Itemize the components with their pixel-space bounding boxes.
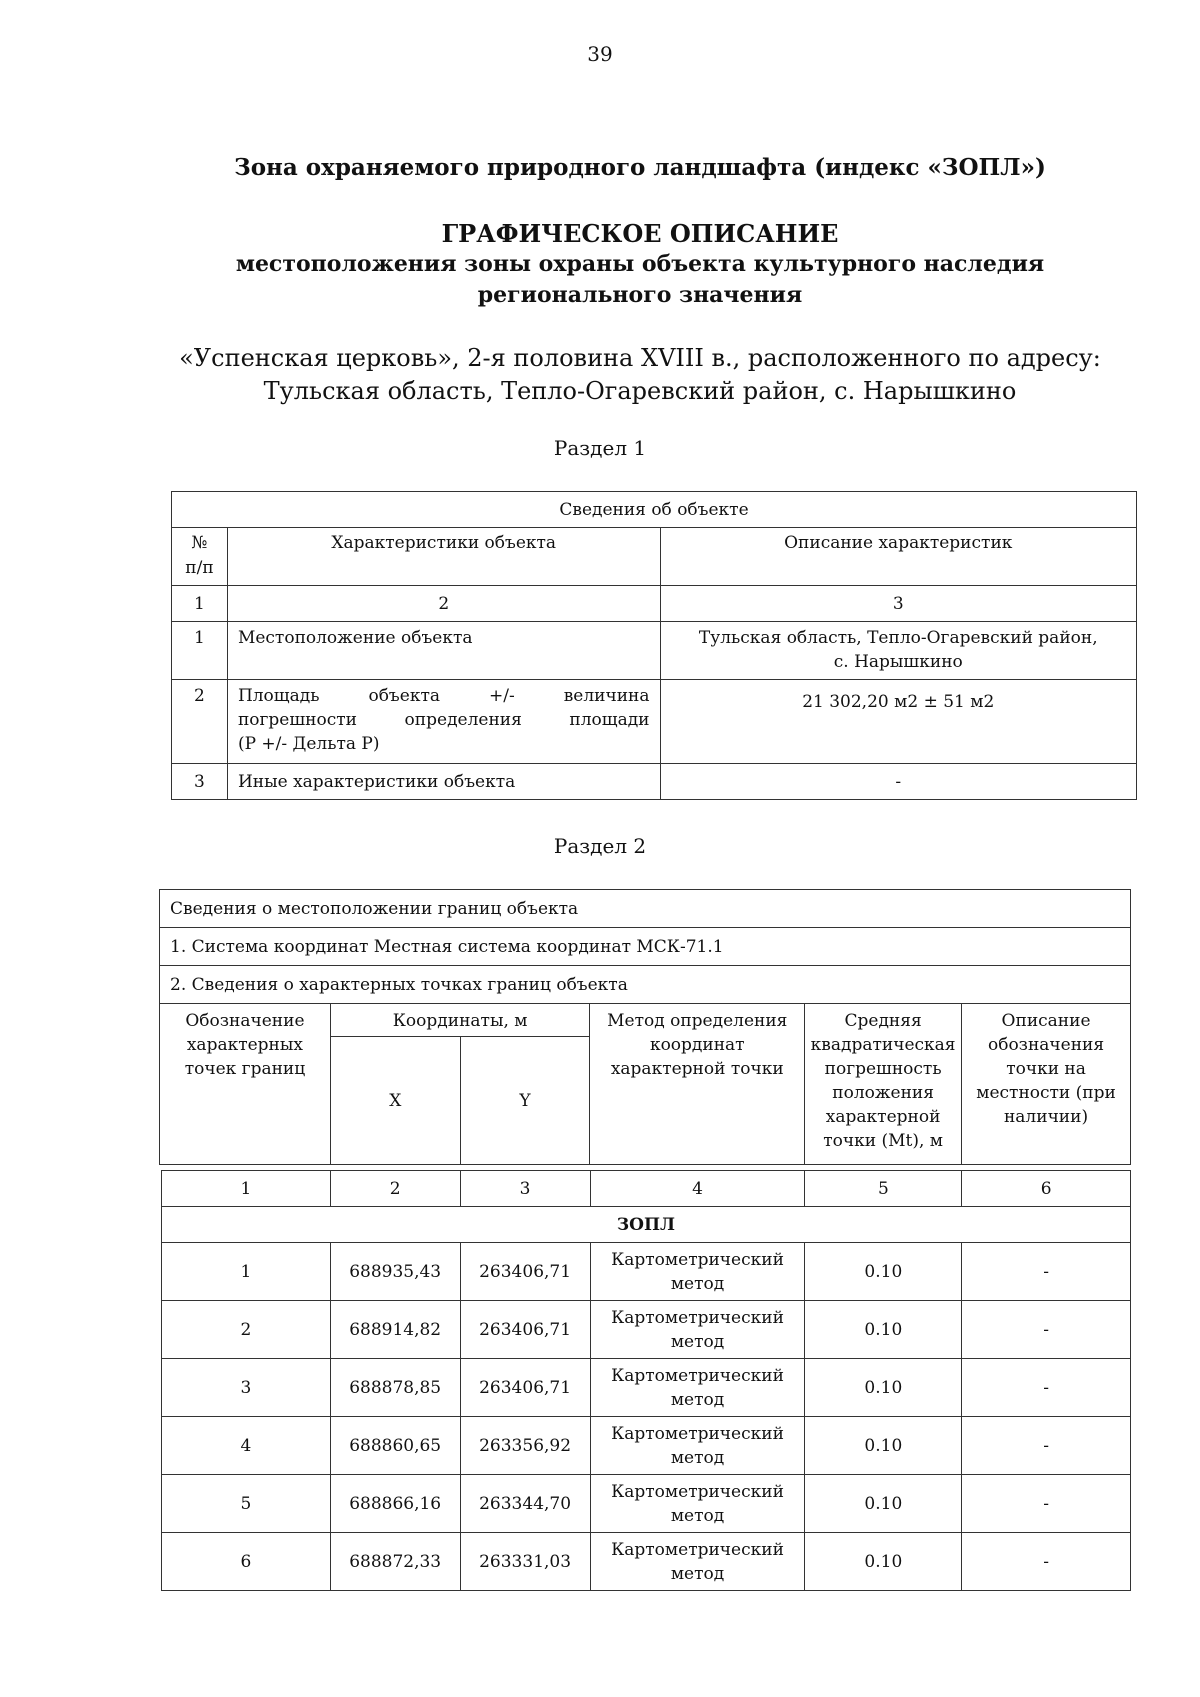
- point-y: 263356,92: [460, 1417, 590, 1475]
- address-line-1: «Успенская церковь», 2-я половина XVIII в., расположенного по адресу:: [179, 344, 1101, 372]
- row-num: 3: [172, 764, 228, 800]
- heading-line-3: регионального значения: [477, 282, 803, 308]
- row-name: [227, 680, 660, 764]
- point-description: -: [962, 1417, 1131, 1475]
- boundary-title-row: Сведения о местоположении границ объекта: [160, 890, 1131, 928]
- point-method-line-1: Картометрический: [611, 1307, 784, 1328]
- point-x: 688914,82: [330, 1301, 460, 1359]
- row-value: -: [660, 764, 1136, 800]
- header-description: Описание характеристик: [660, 528, 1136, 586]
- point-method: [590, 1417, 805, 1475]
- point-description: -: [962, 1359, 1131, 1417]
- header-x: X: [330, 1037, 460, 1165]
- boundary-info-table: [159, 889, 1131, 1165]
- col-num: 3: [460, 1171, 590, 1207]
- point-id: 6: [162, 1533, 331, 1591]
- point-method-line-2: метод: [670, 1273, 725, 1294]
- table-row: [162, 1417, 1131, 1475]
- document-heading: [140, 218, 1140, 311]
- header-num: № п/п: [172, 528, 228, 586]
- col-num: 4: [590, 1171, 805, 1207]
- row-name-line-2: погрешности определения площади: [237, 710, 650, 730]
- header-method: Метод определения координат характерной точки: [590, 1004, 805, 1165]
- object-info-table: [171, 491, 1137, 800]
- table-row: [162, 1533, 1131, 1591]
- table-row: [162, 1475, 1131, 1533]
- row-value-line-1: Тульская область, Тепло-Огаревский район,: [698, 628, 1098, 648]
- point-method: [590, 1533, 805, 1591]
- table-row: [162, 1301, 1131, 1359]
- col-num: 6: [962, 1171, 1131, 1207]
- header-error: Средняя квадратическая погрешность положения характерной точки (Mt), м: [805, 1004, 962, 1165]
- point-method: [590, 1475, 805, 1533]
- table-row: [162, 1359, 1131, 1417]
- point-x: 688860,65: [330, 1417, 460, 1475]
- heading-line-1: ГРАФИЧЕСКОЕ ОПИСАНИЕ: [441, 219, 839, 248]
- section-2-label: Раздел 2: [553, 834, 647, 858]
- point-error: 0.10: [805, 1533, 962, 1591]
- row-value-line-2: с. Нарышкино: [833, 652, 963, 672]
- point-id: 2: [162, 1301, 331, 1359]
- section-1-label: Раздел 1: [553, 436, 647, 460]
- header-point-description: Описание обозначения точки на местности (при наличии): [962, 1004, 1131, 1165]
- points-body: [162, 1243, 1131, 1591]
- col-num: 5: [805, 1171, 962, 1207]
- point-method: [590, 1301, 805, 1359]
- header-coordinates: Координаты, м: [330, 1004, 590, 1037]
- point-y: 263406,71: [460, 1243, 590, 1301]
- point-method-line-2: метод: [670, 1389, 725, 1410]
- point-x: 688866,16: [330, 1475, 460, 1533]
- heading-line-2: местоположения зоны охраны объекта культурного наследия: [235, 251, 1045, 277]
- object-info-title: Сведения об объекте: [172, 492, 1137, 528]
- point-method-line-1: Картометрический: [611, 1481, 784, 1502]
- row-value: 21 302,20 м2 ± 51 м2: [660, 680, 1136, 764]
- object-address: [140, 342, 1140, 408]
- col-num: 2: [330, 1171, 460, 1207]
- point-y: 263406,71: [460, 1359, 590, 1417]
- header-point-id: Обозначение характерных точек границ: [160, 1004, 331, 1165]
- point-x: 688878,85: [330, 1359, 460, 1417]
- point-error: 0.10: [805, 1417, 962, 1475]
- table-row: [162, 1243, 1131, 1301]
- address-line-2: Тульская область, Тепло-Огаревский район, с. Нарышкино: [263, 377, 1017, 405]
- row-name-line-3: (Р +/- Дельта Р): [237, 734, 380, 754]
- point-description: -: [962, 1243, 1131, 1301]
- point-y: 263344,70: [460, 1475, 590, 1533]
- header-col-num-1: 1: [172, 586, 228, 622]
- point-method-line-1: Картометрический: [611, 1423, 784, 1444]
- point-y: 263406,71: [460, 1301, 590, 1359]
- row-value: [660, 622, 1136, 680]
- point-method: [590, 1243, 805, 1301]
- point-method-line-2: метод: [670, 1505, 725, 1526]
- point-id: 5: [162, 1475, 331, 1533]
- point-error: 0.10: [805, 1301, 962, 1359]
- point-method: [590, 1359, 805, 1417]
- point-error: 0.10: [805, 1359, 962, 1417]
- point-id: 1: [162, 1243, 331, 1301]
- point-description: -: [962, 1533, 1131, 1591]
- point-description: -: [962, 1301, 1131, 1359]
- point-method-line-2: метод: [670, 1331, 725, 1352]
- zone-title: Зона охраняемого природного ландшафта (индекс «ЗОПЛ»): [234, 154, 1046, 181]
- header-y: Y: [460, 1037, 590, 1165]
- header-col-num-2: 2: [227, 586, 660, 622]
- point-x: 688935,43: [330, 1243, 460, 1301]
- point-method-line-1: Картометрический: [611, 1539, 784, 1560]
- point-method-line-2: метод: [670, 1447, 725, 1468]
- point-description: -: [962, 1475, 1131, 1533]
- page-number: 39: [587, 42, 613, 66]
- point-id: 3: [162, 1359, 331, 1417]
- point-y: 263331,03: [460, 1533, 590, 1591]
- point-method-line-2: метод: [670, 1563, 725, 1584]
- header-characteristics: Характеристики объекта: [227, 528, 660, 586]
- row-num: 2: [172, 680, 228, 764]
- point-error: 0.10: [805, 1475, 962, 1533]
- point-id: 4: [162, 1417, 331, 1475]
- point-method-line-1: Картометрический: [611, 1249, 784, 1270]
- row-name-line-1: Площадь объекта +/- величина: [237, 686, 650, 706]
- point-error: 0.10: [805, 1243, 962, 1301]
- zone-label-row: ЗОПЛ: [162, 1207, 1131, 1243]
- boundary-points-table: [161, 1170, 1131, 1591]
- header-col-num-3: 3: [660, 586, 1136, 622]
- point-method-line-1: Картометрический: [611, 1365, 784, 1386]
- col-num: 1: [162, 1171, 331, 1207]
- row-num: 1: [172, 622, 228, 680]
- point-x: 688872,33: [330, 1533, 460, 1591]
- coordinate-system-row: 1. Система координат Местная система координат МСК-71.1: [160, 928, 1131, 966]
- points-info-row: 2. Сведения о характерных точках границ объекта: [160, 966, 1131, 1004]
- row-name: Местоположение объекта: [227, 622, 660, 680]
- row-name: Иные характеристики объекта: [227, 764, 660, 800]
